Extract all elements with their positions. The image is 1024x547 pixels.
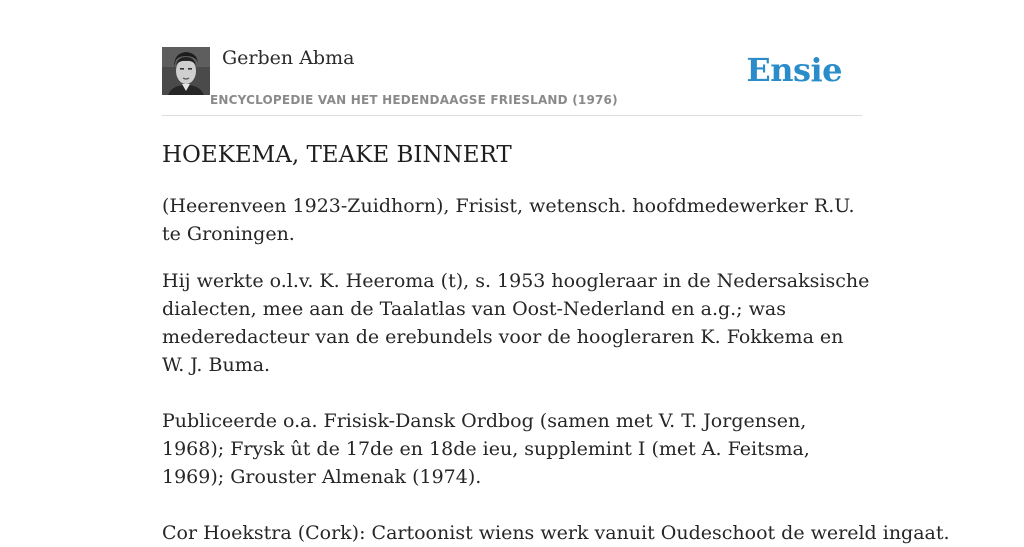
article-paragraph: (Heerenveen 1923-Zuidhorn), Frisist, wetensch. hoofdmedewerker R.U. te Groningen. bbox=[162, 195, 855, 245]
ensie-logo-link[interactable]: Ensie bbox=[746, 51, 842, 89]
article-paragraph: Publiceerde o.a. Frisisk-Dansk Ordbog (samen met V. T. Jorgensen, 1968); Frysk ût de 17de en 18de ieu, supplemint I (met A. Feitsma, 1969); Grouster Almenak (1974). bbox=[162, 410, 810, 488]
article-paragraph: Hij werkte o.l.v. K. Heeroma (t), s. 1953 hoogleraar in de Nedersaksische dialecten, mee aan de Taalatlas van Oost-Nederland en a.g.; was mederedacteur van de erebundels voor de hoogleraren K. Fokkema en W. J. Buma. bbox=[162, 270, 870, 376]
author-name[interactable]: Gerben Abma bbox=[222, 47, 355, 69]
article-header bbox=[162, 46, 862, 116]
article-title: HOEKEMA, TEAKE BINNERT bbox=[162, 142, 512, 168]
article-body bbox=[162, 192, 950, 547]
article-paragraph: Cor Hoekstra (Cork): Cartoonist wiens werk vanuit Oudeschoot de wereld ingaat. bbox=[162, 522, 950, 544]
source-title[interactable]: ENCYCLOPEDIE VAN HET HEDENDAAGSE FRIESLAND (1976) bbox=[210, 93, 618, 107]
author-avatar[interactable] bbox=[162, 47, 210, 95]
author-portrait-icon bbox=[162, 47, 210, 95]
